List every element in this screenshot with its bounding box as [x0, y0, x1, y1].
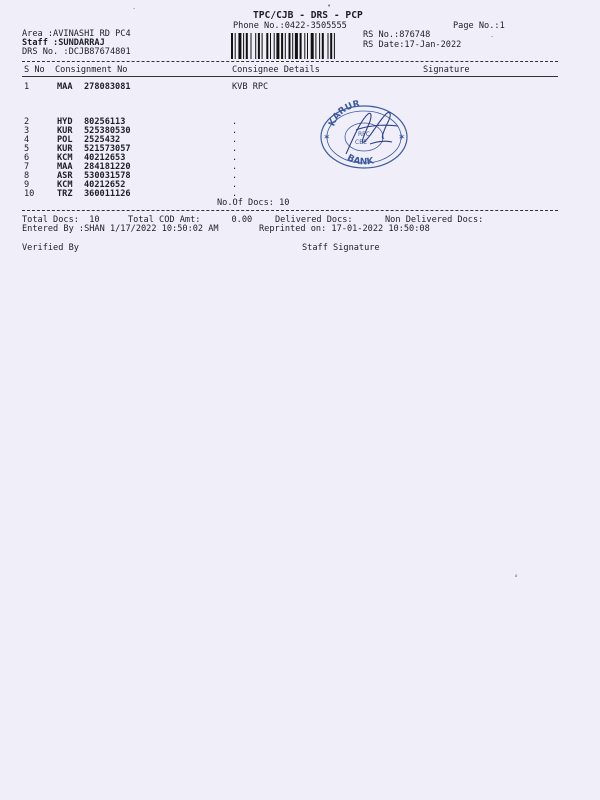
barcode-bar	[304, 33, 305, 59]
row-origin-code: KUR	[57, 144, 73, 154]
barcode-bar	[281, 33, 283, 59]
column-header-consignee: Consignee Details	[232, 65, 320, 75]
stamp-star-icon: ✶	[398, 133, 406, 143]
barcode-bar	[322, 33, 324, 59]
row-sno: 9	[24, 180, 30, 190]
barcode-bar	[307, 33, 308, 59]
bank-stamp	[306, 96, 416, 170]
barcode-bar	[334, 33, 335, 59]
row-consignment-number: 525380530	[84, 126, 131, 136]
rs-date: RS Date:17-Jan-2022	[363, 40, 462, 50]
scan-speck: °	[514, 574, 519, 582]
barcode-bar	[311, 33, 314, 59]
column-header-consignment: Consignment No	[55, 65, 128, 75]
barcode-bar	[330, 33, 332, 59]
staff-signature-label: Staff Signature	[302, 243, 380, 253]
barcode-bar	[235, 33, 236, 59]
row-consignment-number: 284181220	[84, 162, 131, 172]
row-sno: 6	[24, 153, 30, 163]
barcode-bar	[231, 33, 233, 59]
column-header-signature: Signature	[423, 65, 470, 75]
row-sno: 8	[24, 171, 30, 181]
phone-number: Phone No.:0422-3505555	[233, 21, 347, 31]
row-consignee-details: KVB RPC	[232, 82, 269, 92]
rs-number: RS No.:876748	[363, 30, 431, 40]
scan-speck: ·	[132, 5, 137, 13]
row-consignee-details: .	[232, 117, 238, 127]
row-consignee-details: .	[232, 153, 238, 163]
row-consignment-number: 40212652	[84, 180, 126, 190]
divider	[22, 61, 558, 62]
row-consignment-number: 40212653	[84, 153, 126, 163]
row-consignee-details: .	[232, 144, 238, 154]
row-consignee-details: .	[232, 189, 238, 199]
document-title: TPC/CJB - DRS - PCP	[253, 10, 363, 21]
barcode-bar	[328, 33, 329, 59]
barcode-bar	[300, 33, 302, 59]
barcode-bar	[246, 33, 248, 59]
row-consignee-details: .	[232, 126, 238, 136]
row-sno: 10	[24, 189, 35, 199]
row-origin-code: KCM	[57, 180, 73, 190]
barcode-bar	[270, 33, 271, 59]
stamp-top-text: KARUR	[327, 99, 361, 128]
staff-label: Staff :SUNDARRAJ	[22, 38, 105, 48]
row-consignment-number: 521573057	[84, 144, 131, 154]
row-consignee-details: .	[232, 171, 238, 181]
entered-by: Entered By :SHAN 1/17/2022 10:50:02 AM	[22, 224, 219, 234]
barcode-bar	[243, 33, 244, 59]
row-sno: 7	[24, 162, 30, 172]
divider	[22, 210, 558, 211]
row-origin-code: ASR	[57, 171, 73, 181]
barcode-bar	[276, 33, 279, 59]
row-consignee-details: .	[232, 180, 238, 190]
docs-count: No.Of Docs: 10	[217, 198, 290, 208]
barcode-bar	[266, 33, 268, 59]
scan-speck: •	[327, 2, 332, 10]
barcode-bar	[251, 33, 252, 59]
row-origin-code: HYD	[57, 117, 73, 127]
stamp-bottom-text: BANK	[345, 153, 375, 168]
barcode-bar	[315, 33, 316, 59]
page-number: Page No.:1	[453, 21, 505, 31]
verified-by-label: Verified By	[22, 243, 79, 253]
row-origin-code: TRZ	[57, 189, 73, 199]
row-origin-code: KUR	[57, 126, 73, 136]
row-origin-code: POL	[57, 135, 73, 145]
total-docs: Total Docs: 10	[22, 215, 100, 225]
barcode-bar	[258, 33, 260, 59]
barcode	[231, 33, 359, 59]
row-sno: 3	[24, 126, 30, 136]
barcode-bar	[262, 33, 263, 59]
total-cod-amount: Total COD Amt: 0.00	[128, 215, 253, 225]
reprinted-on: Reprinted on: 17-01-2022 10:50:08	[259, 224, 430, 234]
row-origin-code: KCM	[57, 153, 73, 163]
row-consignee-details: .	[232, 162, 238, 172]
stamp-star-icon: ✶	[323, 133, 331, 143]
row-origin-code: MAA	[57, 82, 73, 92]
row-consignment-number: 278083081	[84, 82, 131, 92]
delivered-docs: Delivered Docs:	[275, 215, 353, 225]
barcode-bar	[292, 33, 293, 59]
row-consignee-details: .	[232, 135, 238, 145]
row-sno: 5	[24, 144, 30, 154]
row-consignment-number: 80256113	[84, 117, 126, 127]
barcode-bar	[238, 33, 241, 59]
barcode-bar	[289, 33, 291, 59]
row-consignment-number: 360011126	[84, 189, 131, 199]
barcode-bar	[274, 33, 275, 59]
row-consignment-number: 2525432	[84, 135, 121, 145]
column-header-sno: S No	[24, 65, 45, 75]
stamp-center-text: RPC	[358, 131, 370, 138]
scan-speck: ·	[490, 33, 495, 41]
row-origin-code: MAA	[57, 162, 73, 172]
barcode-bar	[319, 33, 320, 59]
barcode-bar	[255, 33, 256, 59]
non-delivered-docs: Non Delivered Docs:	[385, 215, 484, 225]
area-label: Area :AVINASHI RD PC4	[22, 29, 131, 39]
row-sno: 1	[24, 82, 30, 92]
row-consignment-number: 530031578	[84, 171, 131, 181]
stamp-center-text: CBE	[355, 139, 368, 146]
divider	[22, 76, 558, 77]
row-sno: 2	[24, 117, 30, 127]
row-sno: 4	[24, 135, 30, 145]
table-row	[24, 82, 324, 92]
drs-number: DRS No. :DCJB87674801	[22, 47, 131, 57]
barcode-bar	[295, 33, 298, 59]
barcode-bar	[285, 33, 286, 59]
